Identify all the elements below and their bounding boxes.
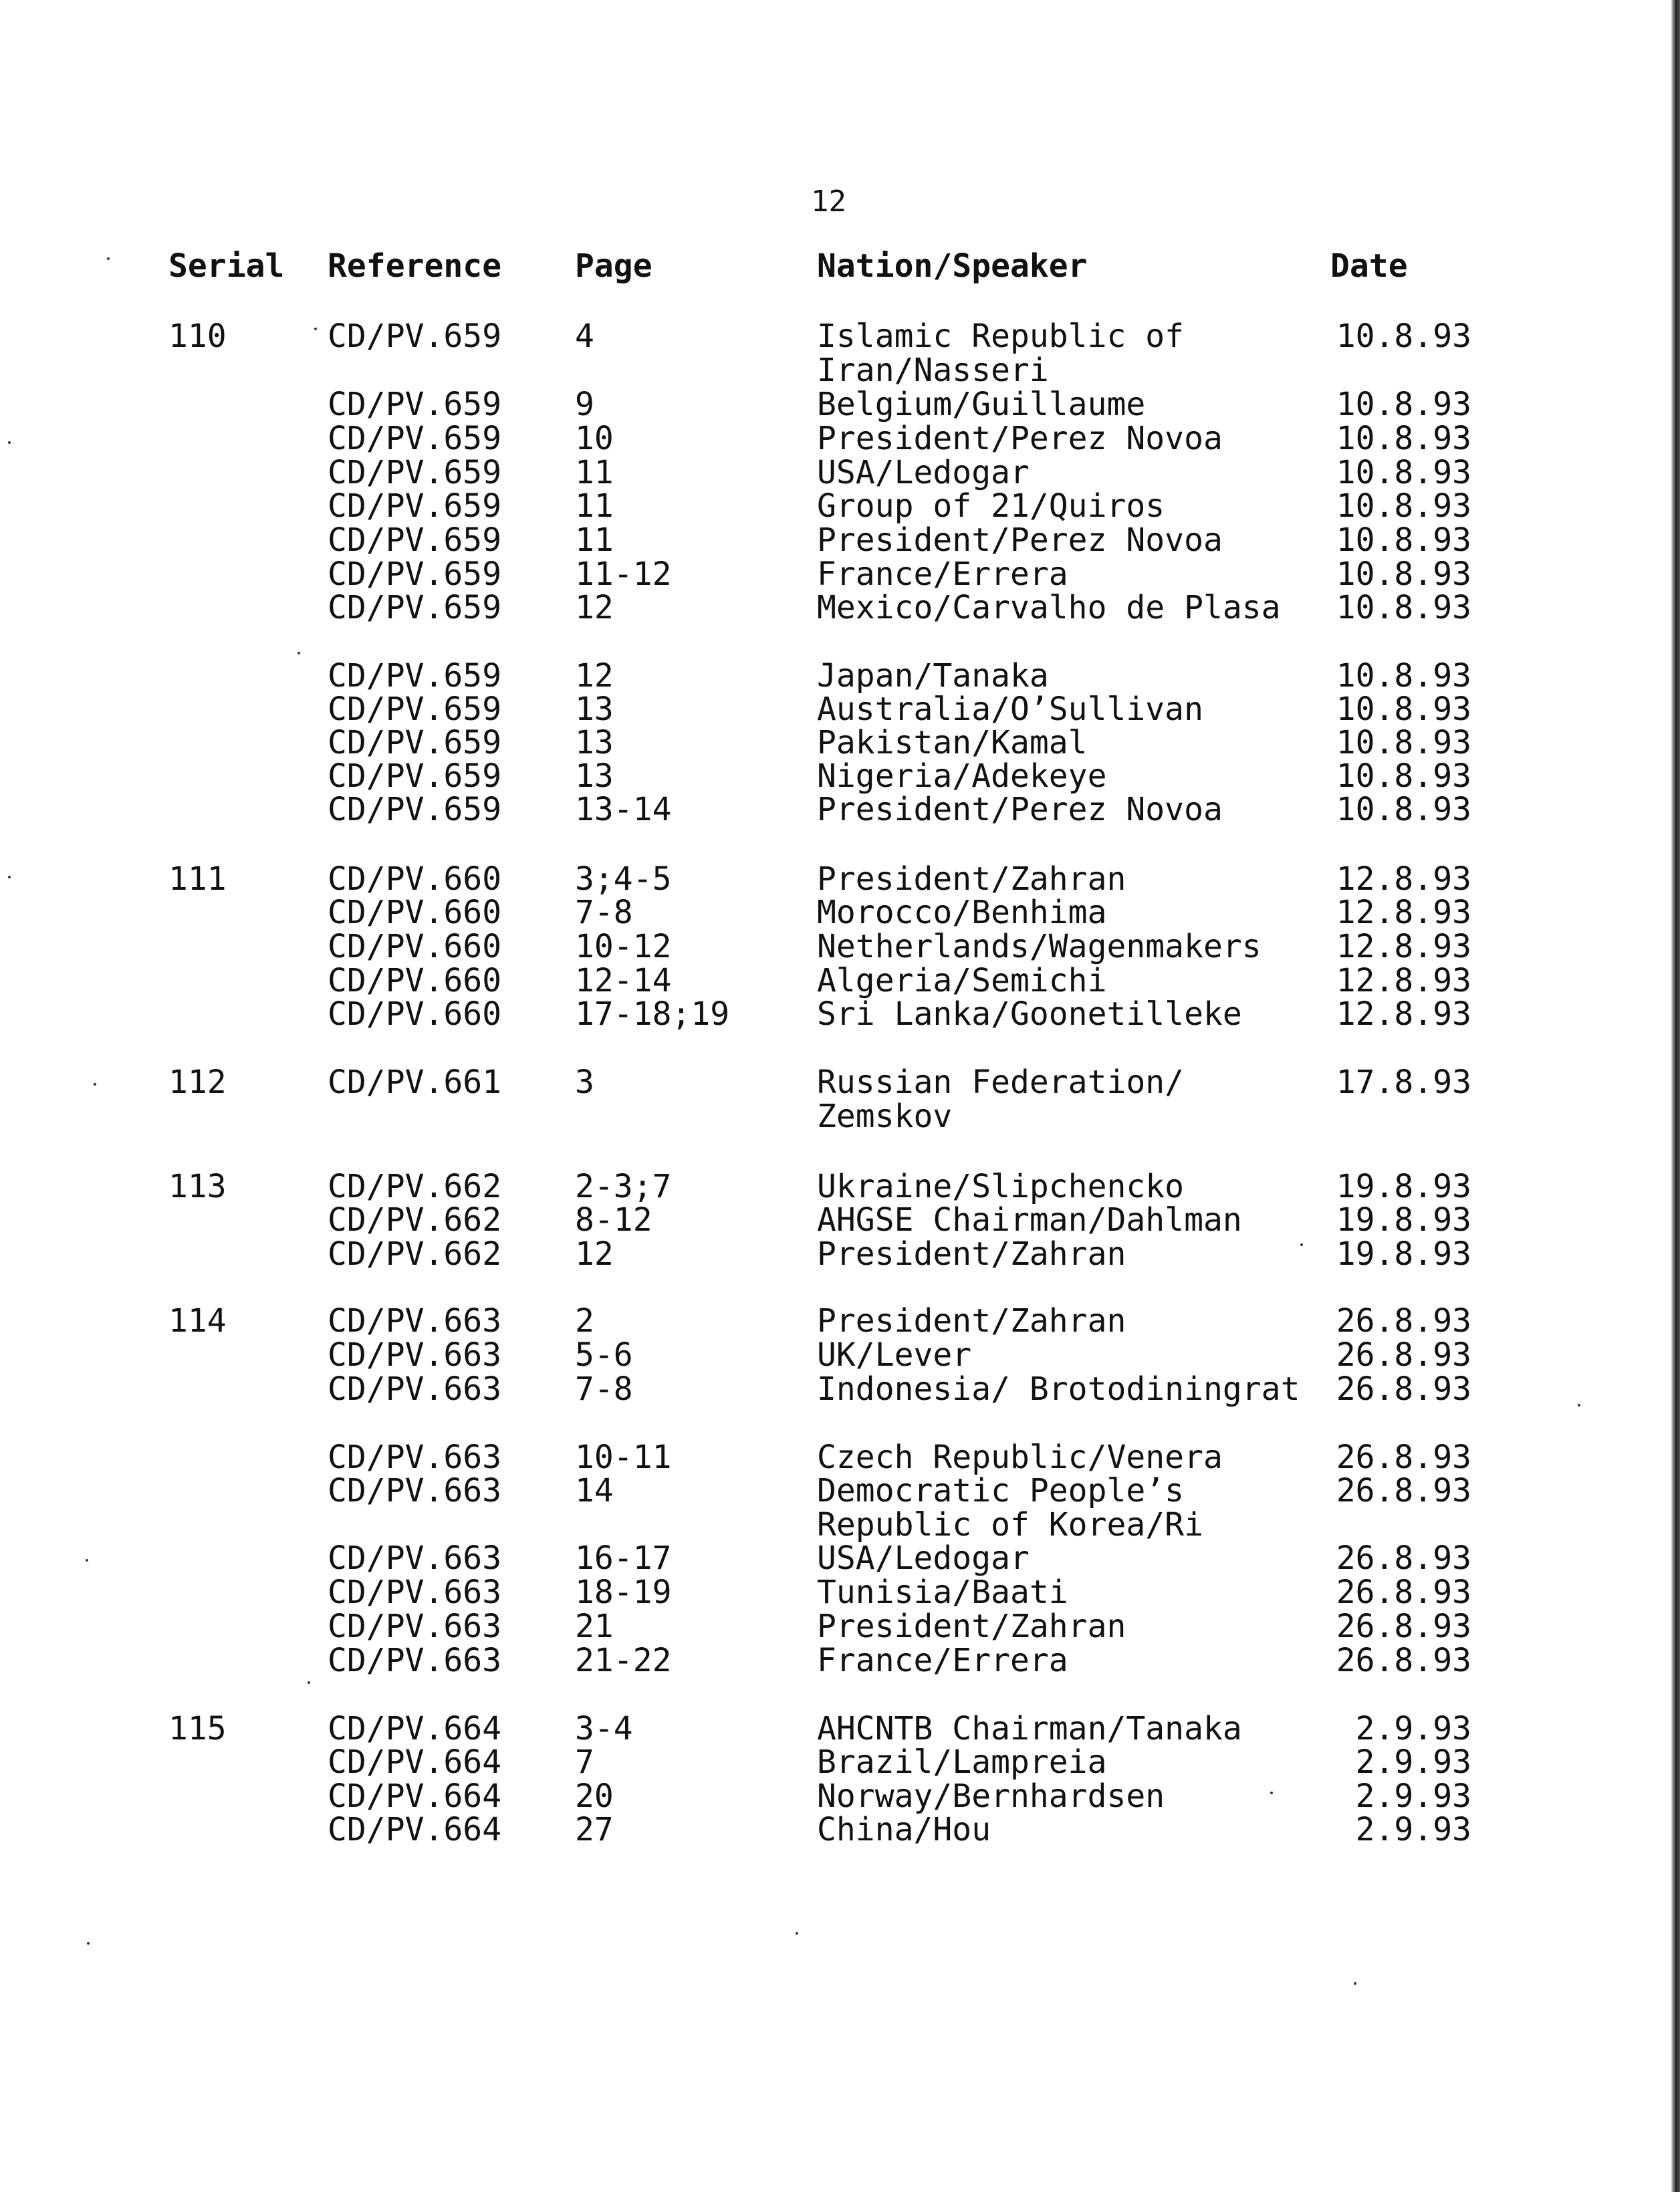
- cell-nation-speaker: President/Zahran: [817, 1608, 1126, 1645]
- cell-nation-speaker: Morocco/Benhima: [817, 894, 1107, 931]
- cell-reference: CD/PV.659: [328, 386, 502, 423]
- cell-page: 8-12: [575, 1201, 652, 1239]
- cell-page: 3-4: [575, 1710, 633, 1747]
- cell-page: 7: [575, 1743, 594, 1781]
- cell-date: 10.8.93: [1336, 791, 1471, 828]
- cell-date: 26.8.93: [1336, 1642, 1471, 1679]
- cell-page: 3;4-5: [575, 860, 672, 898]
- cell-page: 27: [575, 1811, 614, 1848]
- cell-date: 10.8.93: [1336, 386, 1471, 423]
- cell-nation-speaker: Mexico/Carvalho de Plasa: [817, 589, 1281, 626]
- cell-reference: CD/PV.660: [328, 995, 502, 1033]
- cell-date: 17.8.93: [1336, 1064, 1471, 1101]
- cell-date: 10.8.93: [1336, 691, 1471, 728]
- scan-speck: [107, 257, 110, 260]
- scan-speck: [1354, 1982, 1356, 1985]
- cell-page: 13: [575, 724, 614, 761]
- cell-date: 26.8.93: [1336, 1472, 1471, 1509]
- cell-serial: 115: [168, 1710, 227, 1747]
- cell-date: 26.8.93: [1336, 1574, 1471, 1611]
- scan-speck: [1300, 1243, 1303, 1246]
- cell-page: 16-17: [575, 1540, 672, 1577]
- cell-nation-speaker: Nigeria/Adekeye: [817, 757, 1107, 795]
- cell-date: 2.9.93: [1355, 1710, 1471, 1747]
- cell-reference: CD/PV.659: [328, 657, 502, 695]
- cell-nation-speaker: Algeria/Semichi: [817, 962, 1107, 999]
- cell-serial: 113: [168, 1168, 227, 1205]
- cell-serial: 111: [168, 860, 227, 898]
- cell-page: 13-14: [575, 791, 672, 828]
- page-number: 12: [811, 185, 846, 219]
- cell-nation-speaker: Islamic Republic of Iran/Nasseri: [817, 318, 1185, 389]
- cell-date: 26.8.93: [1336, 1608, 1471, 1645]
- cell-date: 2.9.93: [1355, 1778, 1471, 1815]
- cell-reference: CD/PV.662: [328, 1235, 502, 1273]
- cell-nation-speaker: Norway/Bernhardsen: [817, 1778, 1165, 1815]
- cell-reference: CD/PV.659: [328, 487, 502, 525]
- cell-nation-speaker: Czech Republic/Venera: [817, 1439, 1223, 1476]
- cell-page: 21-22: [575, 1642, 672, 1679]
- cell-reference: CD/PV.663: [328, 1336, 502, 1374]
- cell-nation-speaker: AHGSE Chairman/Dahlman: [817, 1201, 1242, 1239]
- cell-reference: CD/PV.660: [328, 962, 502, 999]
- cell-reference: CD/PV.663: [328, 1472, 502, 1509]
- cell-reference: CD/PV.659: [328, 589, 502, 626]
- cell-page: 18-19: [575, 1574, 672, 1611]
- cell-reference: CD/PV.659: [328, 724, 502, 761]
- cell-nation-speaker: Brazil/Lampreia: [817, 1743, 1107, 1781]
- cell-nation-speaker: Group of 21/Quiros: [817, 487, 1165, 525]
- cell-reference: CD/PV.660: [328, 928, 502, 965]
- cell-nation-speaker: Russian Federation/ Zemskov: [817, 1064, 1185, 1135]
- scan-speck: [1578, 1404, 1580, 1407]
- cell-reference: CD/PV.662: [328, 1201, 502, 1239]
- cell-reference: CD/PV.663: [328, 1370, 502, 1408]
- cell-reference: CD/PV.659: [328, 691, 502, 728]
- cell-nation-speaker: Ukraine/Slipchencko: [817, 1168, 1185, 1205]
- cell-reference: CD/PV.659: [328, 757, 502, 795]
- cell-date: 19.8.93: [1336, 1168, 1471, 1205]
- cell-nation-speaker: China/Hou: [817, 1811, 991, 1848]
- cell-page: 13: [575, 757, 614, 795]
- scan-speck: [314, 328, 317, 330]
- cell-date: 12.8.93: [1336, 894, 1471, 931]
- cell-page: 11: [575, 487, 614, 525]
- cell-page: 12: [575, 657, 614, 695]
- cell-nation-speaker: Democratic People’s Republic of Korea/Ri: [817, 1472, 1203, 1544]
- cell-page: 17-18;19: [575, 995, 730, 1033]
- cell-nation-speaker: President/Perez Novoa: [817, 791, 1223, 828]
- cell-nation-speaker: Indonesia/ Brotodiningrat: [817, 1370, 1300, 1408]
- cell-date: 26.8.93: [1336, 1439, 1471, 1476]
- cell-reference: CD/PV.659: [328, 420, 502, 457]
- cell-date: 26.8.93: [1336, 1540, 1471, 1577]
- cell-nation-speaker: USA/Ledogar: [817, 454, 1030, 491]
- cell-date: 26.8.93: [1336, 1302, 1471, 1340]
- cell-date: 10.8.93: [1336, 521, 1471, 559]
- cell-date: 19.8.93: [1336, 1201, 1471, 1239]
- scan-edge: [1671, 0, 1680, 2192]
- cell-page: 11: [575, 521, 614, 559]
- cell-nation-speaker: Pakistan/Kamal: [817, 724, 1088, 761]
- cell-nation-speaker: President/Zahran: [817, 860, 1126, 898]
- scan-speck: [86, 1559, 88, 1562]
- scan-speck: [1270, 1792, 1273, 1794]
- cell-reference: CD/PV.659: [328, 521, 502, 559]
- scan-speck: [796, 1932, 798, 1935]
- cell-page: 11: [575, 454, 614, 491]
- cell-page: 20: [575, 1778, 614, 1815]
- scan-speck: [308, 1681, 310, 1684]
- cell-nation-speaker: Netherlands/Wagenmakers: [817, 928, 1262, 965]
- cell-date: 10.8.93: [1336, 318, 1471, 355]
- cell-date: 12.8.93: [1336, 928, 1471, 965]
- cell-date: 10.8.93: [1336, 657, 1471, 695]
- cell-nation-speaker: President/Perez Novoa: [817, 521, 1223, 559]
- cell-date: 10.8.93: [1336, 454, 1471, 491]
- cell-page: 7-8: [575, 1370, 633, 1408]
- header-page: Page: [575, 247, 652, 285]
- cell-page: 11-12: [575, 556, 672, 593]
- cell-date: 26.8.93: [1336, 1370, 1471, 1408]
- cell-page: 10-11: [575, 1439, 672, 1476]
- cell-date: 12.8.93: [1336, 995, 1471, 1033]
- cell-reference: CD/PV.661: [328, 1064, 502, 1101]
- cell-date: 10.8.93: [1336, 724, 1471, 761]
- cell-page: 4: [575, 318, 594, 355]
- header-reference: Reference: [328, 247, 502, 285]
- cell-date: 10.8.93: [1336, 420, 1471, 457]
- cell-nation-speaker: President/Perez Novoa: [817, 420, 1223, 457]
- cell-nation-speaker: AHCNTB Chairman/Tanaka: [817, 1710, 1242, 1747]
- cell-page: 21: [575, 1608, 614, 1645]
- cell-page: 14: [575, 1472, 614, 1509]
- cell-date: 10.8.93: [1336, 487, 1471, 525]
- cell-date: 26.8.93: [1336, 1336, 1471, 1374]
- scan-speck: [297, 652, 300, 654]
- cell-nation-speaker: Belgium/Guillaume: [817, 386, 1146, 423]
- scan-speck: [8, 876, 11, 878]
- cell-date: 12.8.93: [1336, 860, 1471, 898]
- cell-reference: CD/PV.662: [328, 1168, 502, 1205]
- cell-serial: 114: [168, 1302, 227, 1340]
- cell-date: 2.9.93: [1355, 1743, 1471, 1781]
- header-nation-speaker: Nation/Speaker: [817, 247, 1088, 285]
- cell-page: 12: [575, 1235, 614, 1273]
- cell-reference: CD/PV.663: [328, 1642, 502, 1679]
- cell-nation-speaker: President/Zahran: [817, 1302, 1126, 1340]
- cell-serial: 110: [168, 318, 227, 355]
- cell-nation-speaker: UK/Lever: [817, 1336, 972, 1374]
- cell-page: 5-6: [575, 1336, 633, 1374]
- cell-reference: CD/PV.660: [328, 894, 502, 931]
- cell-reference: CD/PV.659: [328, 318, 502, 355]
- cell-reference: CD/PV.659: [328, 556, 502, 593]
- cell-nation-speaker: Australia/O’Sullivan: [817, 691, 1203, 728]
- scan-speck: [87, 1942, 90, 1945]
- cell-reference: CD/PV.659: [328, 791, 502, 828]
- scan-speck: [8, 441, 11, 444]
- cell-reference: CD/PV.663: [328, 1439, 502, 1476]
- cell-page: 12: [575, 589, 614, 626]
- header-date: Date: [1330, 247, 1408, 285]
- cell-page: 9: [575, 386, 594, 423]
- cell-reference: CD/PV.659: [328, 454, 502, 491]
- header-serial: Serial: [168, 247, 285, 285]
- cell-nation-speaker: Japan/Tanaka: [817, 657, 1049, 695]
- cell-page: 2: [575, 1302, 594, 1340]
- cell-page: 10-12: [575, 928, 672, 965]
- cell-date: 19.8.93: [1336, 1235, 1471, 1273]
- cell-reference: CD/PV.660: [328, 860, 502, 898]
- cell-nation-speaker: USA/Ledogar: [817, 1540, 1030, 1577]
- cell-nation-speaker: Tunisia/Baati: [817, 1574, 1068, 1611]
- cell-date: 10.8.93: [1336, 589, 1471, 626]
- cell-reference: CD/PV.664: [328, 1811, 502, 1848]
- cell-date: 2.9.93: [1355, 1811, 1471, 1848]
- scan-speck: [94, 1083, 96, 1086]
- cell-nation-speaker: France/Errera: [817, 1642, 1068, 1679]
- cell-page: 13: [575, 691, 614, 728]
- cell-page: 3: [575, 1064, 594, 1101]
- cell-reference: CD/PV.663: [328, 1608, 502, 1645]
- cell-nation-speaker: France/Errera: [817, 556, 1068, 593]
- cell-reference: CD/PV.664: [328, 1778, 502, 1815]
- cell-nation-speaker: President/Zahran: [817, 1235, 1126, 1273]
- cell-page: 12-14: [575, 962, 672, 999]
- cell-reference: CD/PV.663: [328, 1302, 502, 1340]
- cell-serial: 112: [168, 1064, 227, 1101]
- cell-date: 10.8.93: [1336, 757, 1471, 795]
- cell-page: 2-3;7: [575, 1168, 672, 1205]
- cell-page: 10: [575, 420, 614, 457]
- cell-nation-speaker: Sri Lanka/Goonetilleke: [817, 995, 1242, 1033]
- cell-page: 7-8: [575, 894, 633, 931]
- cell-reference: CD/PV.664: [328, 1743, 502, 1781]
- cell-reference: CD/PV.663: [328, 1574, 502, 1611]
- cell-reference: CD/PV.663: [328, 1540, 502, 1577]
- cell-reference: CD/PV.664: [328, 1710, 502, 1747]
- cell-date: 12.8.93: [1336, 962, 1471, 999]
- cell-date: 10.8.93: [1336, 556, 1471, 593]
